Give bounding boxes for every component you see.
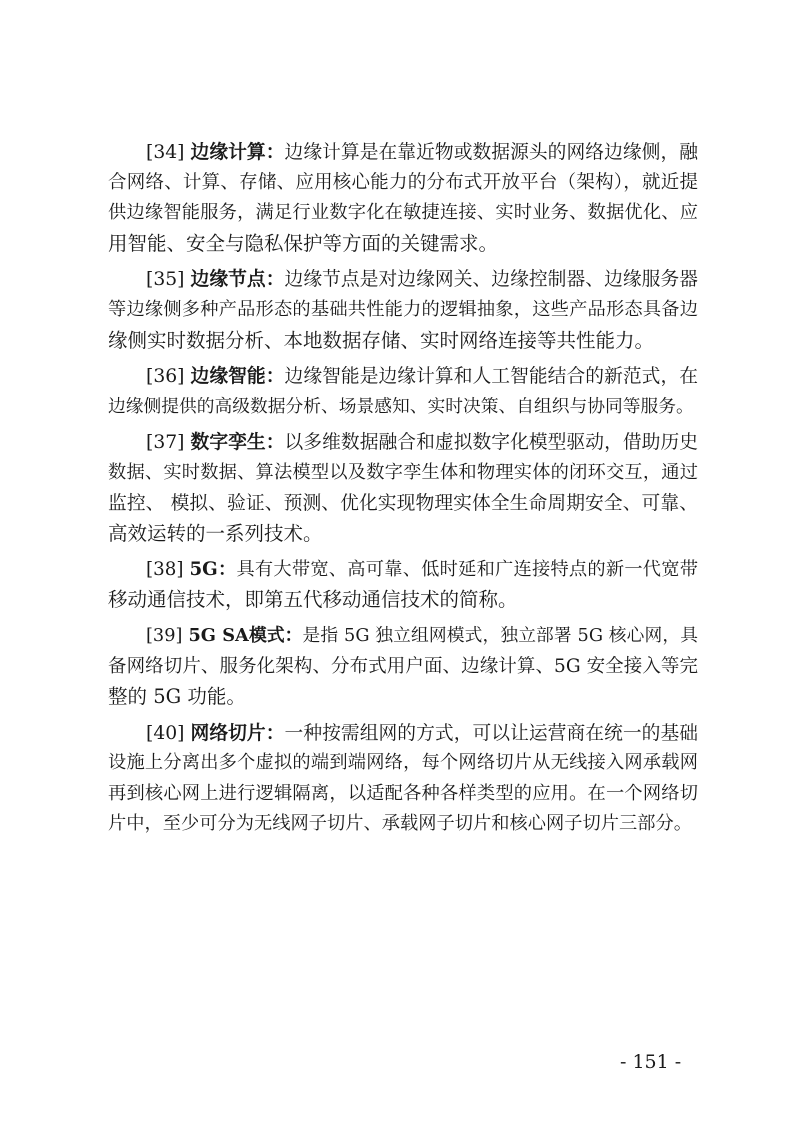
entry-term: 边缘智能：	[190, 365, 285, 388]
entry-line: 等边缘侧多种产品形态的基础共性能力的逻辑抽象，这些产品形态具备边	[108, 298, 698, 320]
entry-text: 一种按需组网的方式，可以让运营商在统一的基础	[284, 722, 699, 744]
entry-line: 监控、 模拟、验证、预测、优化实现物理实体全生命周期安全、可靠、	[108, 492, 698, 514]
entry-number: [40]	[146, 722, 185, 744]
entry-number: [38]	[146, 558, 184, 580]
entry-text: 是指 5G 独立组网模式，独立部署 5G 核心网，具	[302, 625, 698, 646]
entry-number: [35]	[146, 269, 185, 291]
entry-line: 整的 5G 功能。	[108, 685, 246, 709]
entry-line: 设施上分离出多个虚拟的端到端网络，每个网络切片从无线接入网承载网	[108, 752, 698, 774]
entry-line: 移动通信技术，即第五代移动通信技术的简称。	[108, 588, 518, 612]
entry-number: [39]	[146, 625, 183, 646]
entry-line: 数据、实时数据、算法模型以及数字孪生体和物理实体的闭环交互，通过	[108, 461, 698, 483]
entry-line	[108, 555, 698, 586]
glossary-entry-36	[108, 361, 698, 422]
entry-text: 边缘计算是在靠近物或数据源头的网络边缘侧，融	[284, 142, 699, 163]
entry-term: 数字孪生：	[190, 431, 285, 454]
entry-line	[108, 718, 698, 749]
entry-term: 5G SA模式：	[188, 624, 303, 646]
entry-number: [36]	[146, 366, 185, 388]
entry-line: 供边缘智能服务，满足行业数字化在敏捷连接、实时业务、数据优化、应	[108, 202, 698, 224]
entry-term: 边缘节点：	[190, 268, 285, 291]
entry-term: 5G：	[189, 558, 237, 580]
entry-term: 网络切片：	[190, 721, 285, 744]
entry-line	[108, 361, 698, 392]
glossary-entry-37	[108, 427, 698, 549]
entry-line	[108, 621, 698, 652]
glossary-entry-34	[108, 137, 698, 259]
entry-line: 边缘侧提供的高级数据分析、场景感知、实时决策、自组织与协同等服务。	[108, 396, 694, 417]
entry-text: 具有大带宽、高可靠、低时延和广连接特点的新一代宽带	[236, 558, 698, 580]
glossary-entry-40	[108, 718, 698, 840]
entry-line	[108, 264, 698, 295]
entry-line: 再到核心网上进行逻辑隔离，以适配各种各样类型的应用。在一个网络切	[108, 782, 698, 804]
entry-text: 边缘节点是对边缘网关、边缘控制器、边缘服务器	[284, 269, 699, 291]
glossary-entry-39	[108, 621, 698, 713]
glossary-entry-35	[108, 264, 698, 356]
entry-number: [37]	[146, 432, 185, 454]
entry-line: 用智能、安全与隐私保护等方面的关键需求。	[108, 231, 499, 255]
entry-line	[108, 137, 698, 168]
entry-line: 片中，至少可分为无线网子切片、承载网子切片和核心网子切片三部分。	[108, 813, 692, 835]
entry-term: 边缘计算：	[190, 141, 285, 163]
entry-number: [34]	[146, 142, 185, 163]
glossary-entries	[108, 137, 698, 845]
entry-line: 缘侧实时数据分析、本地数据存储、实时网络连接等共性能力。	[108, 328, 655, 352]
entry-text: 边缘智能是边缘计算和人工智能结合的新范式，在	[284, 366, 699, 388]
entry-line	[108, 427, 698, 458]
entry-text: 以多维数据融合和虚拟数字化模型驱动，借助历史	[284, 432, 699, 454]
entry-line: 高效运转的一系列技术。	[108, 522, 323, 546]
page-number: - 151 -	[620, 1051, 682, 1073]
glossary-entry-38	[108, 555, 698, 616]
entry-line: 备网络切片、服务化架构、分布式用户面、边缘计算、5G 安全接入等完	[108, 655, 698, 677]
entry-line: 合网络、计算、存储、应用核心能力的分布式开放平台（架构），就近提	[108, 171, 698, 193]
